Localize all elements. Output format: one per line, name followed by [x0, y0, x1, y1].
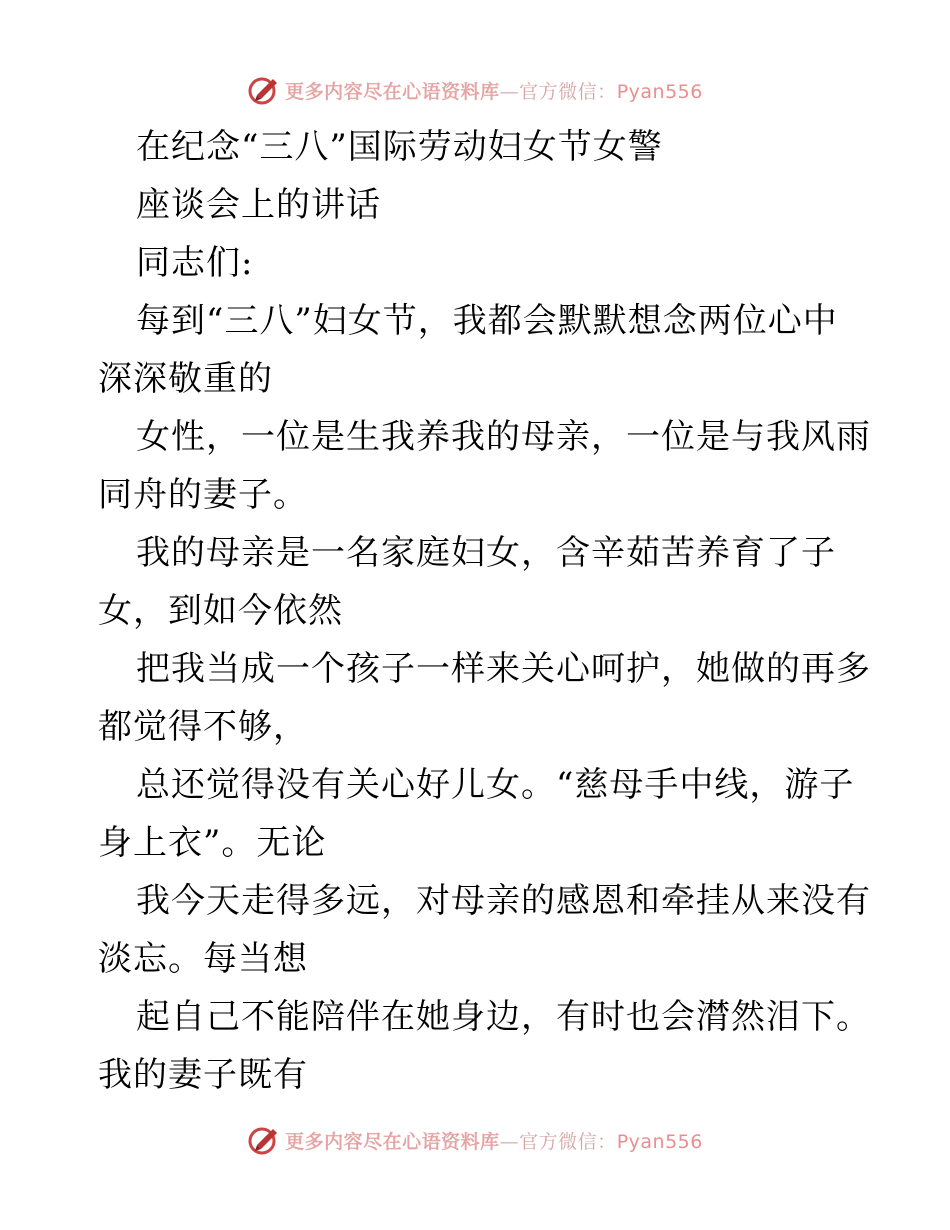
text-line: 座谈会上的讲话	[136, 185, 381, 225]
header-wechat-id: Pyan556	[616, 80, 703, 103]
text-line: 同舟的妻子。	[98, 475, 308, 515]
footer-text	[285, 1127, 703, 1154]
text-line: 我的妻子既有	[98, 1055, 308, 1095]
header-dash: —	[499, 80, 520, 103]
footer-banner	[0, 1120, 950, 1160]
text-line: 女性，一位是生我养我的母亲，一位是与我风雨	[136, 417, 871, 457]
header-brand-text: 更多内容尽在心语资料库	[285, 80, 500, 103]
footer-dash: —	[499, 1130, 520, 1153]
header-text	[285, 77, 703, 104]
pen-logo-icon	[247, 73, 281, 107]
text-line: 总还觉得没有关心好儿女。“慈母手中线，游子	[136, 765, 855, 805]
text-line: 每到“三八”妇女节，我都会默默想念两位心中	[136, 301, 838, 341]
text-line: 同志们:	[136, 243, 254, 283]
text-line: 身上衣”。无论	[98, 823, 327, 863]
pen-logo-icon	[247, 1123, 281, 1157]
header-banner	[0, 70, 950, 110]
document-body	[98, 118, 871, 1104]
text-line: 都觉得不够，	[98, 707, 308, 747]
text-line: 我今天走得多远，对母亲的感恩和牵挂从来没有	[136, 881, 871, 921]
footer-brand-text: 更多内容尽在心语资料库	[285, 1130, 500, 1153]
text-line: 淡忘。每当想	[98, 939, 308, 979]
text-line: 起自己不能陪伴在她身边，有时也会潸然泪下。	[136, 997, 871, 1037]
header-wechat-label: 官方微信：	[519, 80, 617, 103]
text-line: 女，到如今依然	[98, 591, 343, 631]
text-line: 把我当成一个孩子一样来关心呵护，她做的再多	[136, 649, 871, 689]
footer-wechat-id: Pyan556	[616, 1130, 703, 1153]
text-line: 我的母亲是一名家庭妇女，含辛茹苦养育了子	[136, 533, 836, 573]
text-line: 在纪念“三八”国际劳动妇女节女警	[136, 127, 663, 167]
text-line: 深深敬重的	[98, 359, 273, 399]
footer-wechat-label: 官方微信：	[519, 1130, 617, 1153]
